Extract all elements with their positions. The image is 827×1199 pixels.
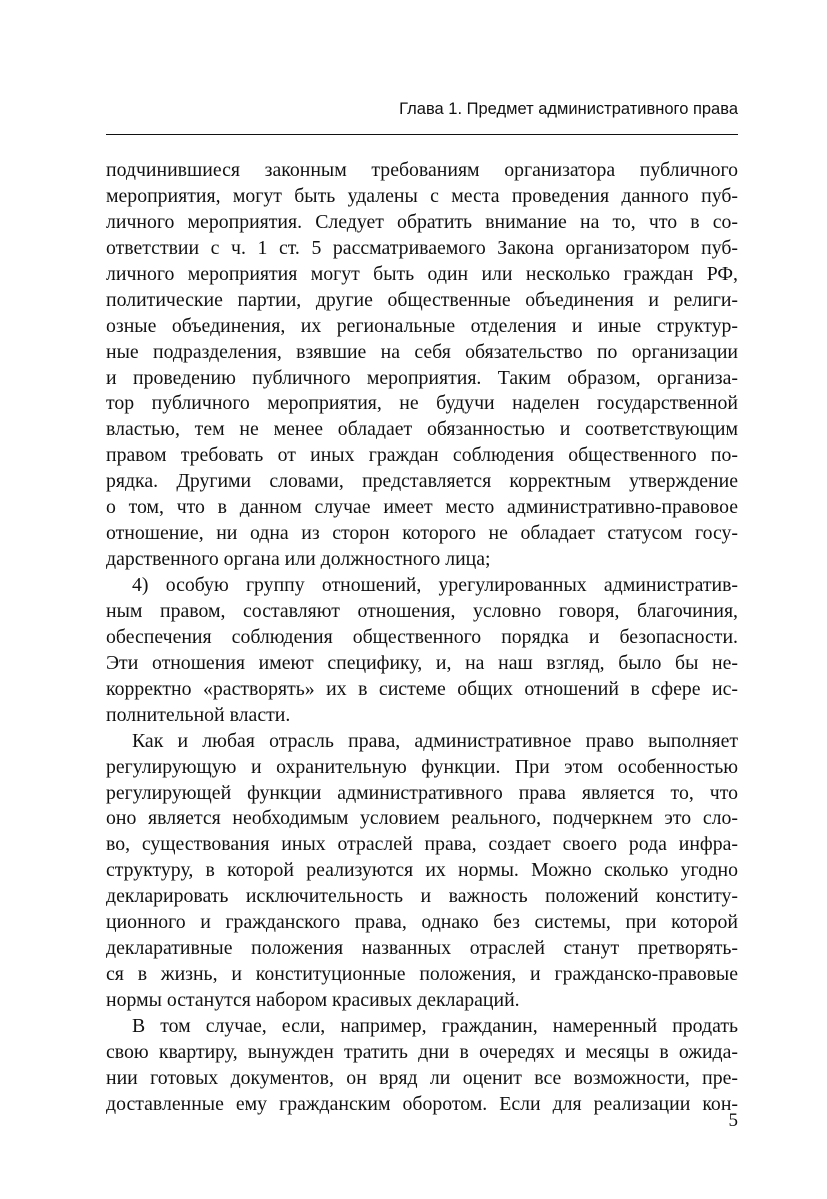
text-line: отношение, ни одна из сторон которого не обладает статусом госу- — [106, 522, 738, 545]
text-line: доставленные ему гражданским оборотом. Если для реализации кон- — [106, 1092, 738, 1115]
text-line: регулирующей функции административного права является то, что — [106, 781, 738, 804]
text-line: полнительной власти. — [106, 703, 291, 726]
text-line: декларировать исключительность и важность положений конститу- — [106, 885, 738, 908]
text-line: Как и любая отрасль права, административное право выполняет — [132, 729, 738, 752]
text-line: регулирующую и охранительную функции. При этом особенностью — [106, 755, 738, 778]
text-line: нормы останутся набором красивых деклараций. — [106, 989, 520, 1011]
text-line: В том случае, если, например, гражданин, намеренный продать — [132, 1014, 738, 1037]
text-line: ные подразделения, взявшие на себя обязательство по организации — [106, 340, 738, 363]
page-number: 5 — [728, 1110, 738, 1131]
text-line: и проведению публичного мероприятия. Таким образом, организа- — [106, 366, 738, 389]
text-line: властью, тем не менее обладает обязанностью и соответствующим — [106, 418, 738, 441]
text-line: свою квартиру, вынужден тратить дни в очередях и месяцы в ожида- — [106, 1040, 738, 1063]
text-line: правом требовать от иных граждан соблюдения общественного по- — [106, 444, 738, 467]
text-line: ся в жизнь, и конституционные положения, и гражданско-правовые — [106, 963, 738, 986]
text-line: ным правом, составляют отношения, условно говоря, благочиния, — [106, 599, 738, 622]
text-line: нии готовых документов, он вряд ли оценит все возможности, пре- — [106, 1066, 738, 1089]
text-line: ответствии с ч. 1 ст. 5 рассматриваемого Закона организатором пуб- — [106, 236, 738, 259]
header-rule — [106, 134, 738, 135]
text-line: обеспечения соблюдения общественного порядка и безопасности. — [106, 625, 738, 648]
text-line: корректно «растворять» их в системе общих отношений в сфере ис- — [106, 677, 738, 700]
text-line: оно является необходимым условием реального, подчеркнем это сло- — [106, 807, 738, 830]
text-line: декларативные положения названных отраслей станут претворять- — [106, 937, 738, 960]
text-line: во, существования иных отраслей права, создает своего рода инфра- — [106, 833, 738, 856]
text-line: структуру, в которой реализуются их нормы. Можно сколько угодно — [106, 859, 738, 882]
text-line: политические партии, другие общественные объединения и религи- — [106, 288, 738, 311]
text-line: подчинившиеся законным требованиям организатора публичного — [106, 159, 738, 181]
text-line: тор публичного мероприятия, не будучи наделен государственной — [106, 392, 738, 415]
text-line: личного мероприятия. Следует обратить внимание на то, что в со- — [106, 210, 738, 233]
main-text — [106, 158, 738, 1118]
text-line: дарственного органа или должностного лица; — [106, 548, 491, 571]
text-line: озные объединения, их региональные отделения и иные структур- — [106, 314, 738, 337]
text-line: рядка. Другими словами, представляется корректным утверждение — [106, 470, 738, 493]
text-line: ционного и гражданского права, однако без системы, при которой — [106, 911, 738, 934]
text-line: Эти отношения имеют специфику, и, на наш взгляд, было бы не- — [106, 651, 738, 674]
text-line: личного мероприятия могут быть один или несколько граждан РФ, — [106, 262, 738, 285]
text-line: о том, что в данном случае имеет место административно-правовое — [106, 496, 738, 519]
running-header: Глава 1. Предмет административного права — [399, 100, 738, 118]
text-line: мероприятия, могут быть удалены с места проведения данного пуб- — [106, 184, 738, 207]
text-line: 4) особую группу отношений, урегулированных административ- — [132, 574, 738, 596]
